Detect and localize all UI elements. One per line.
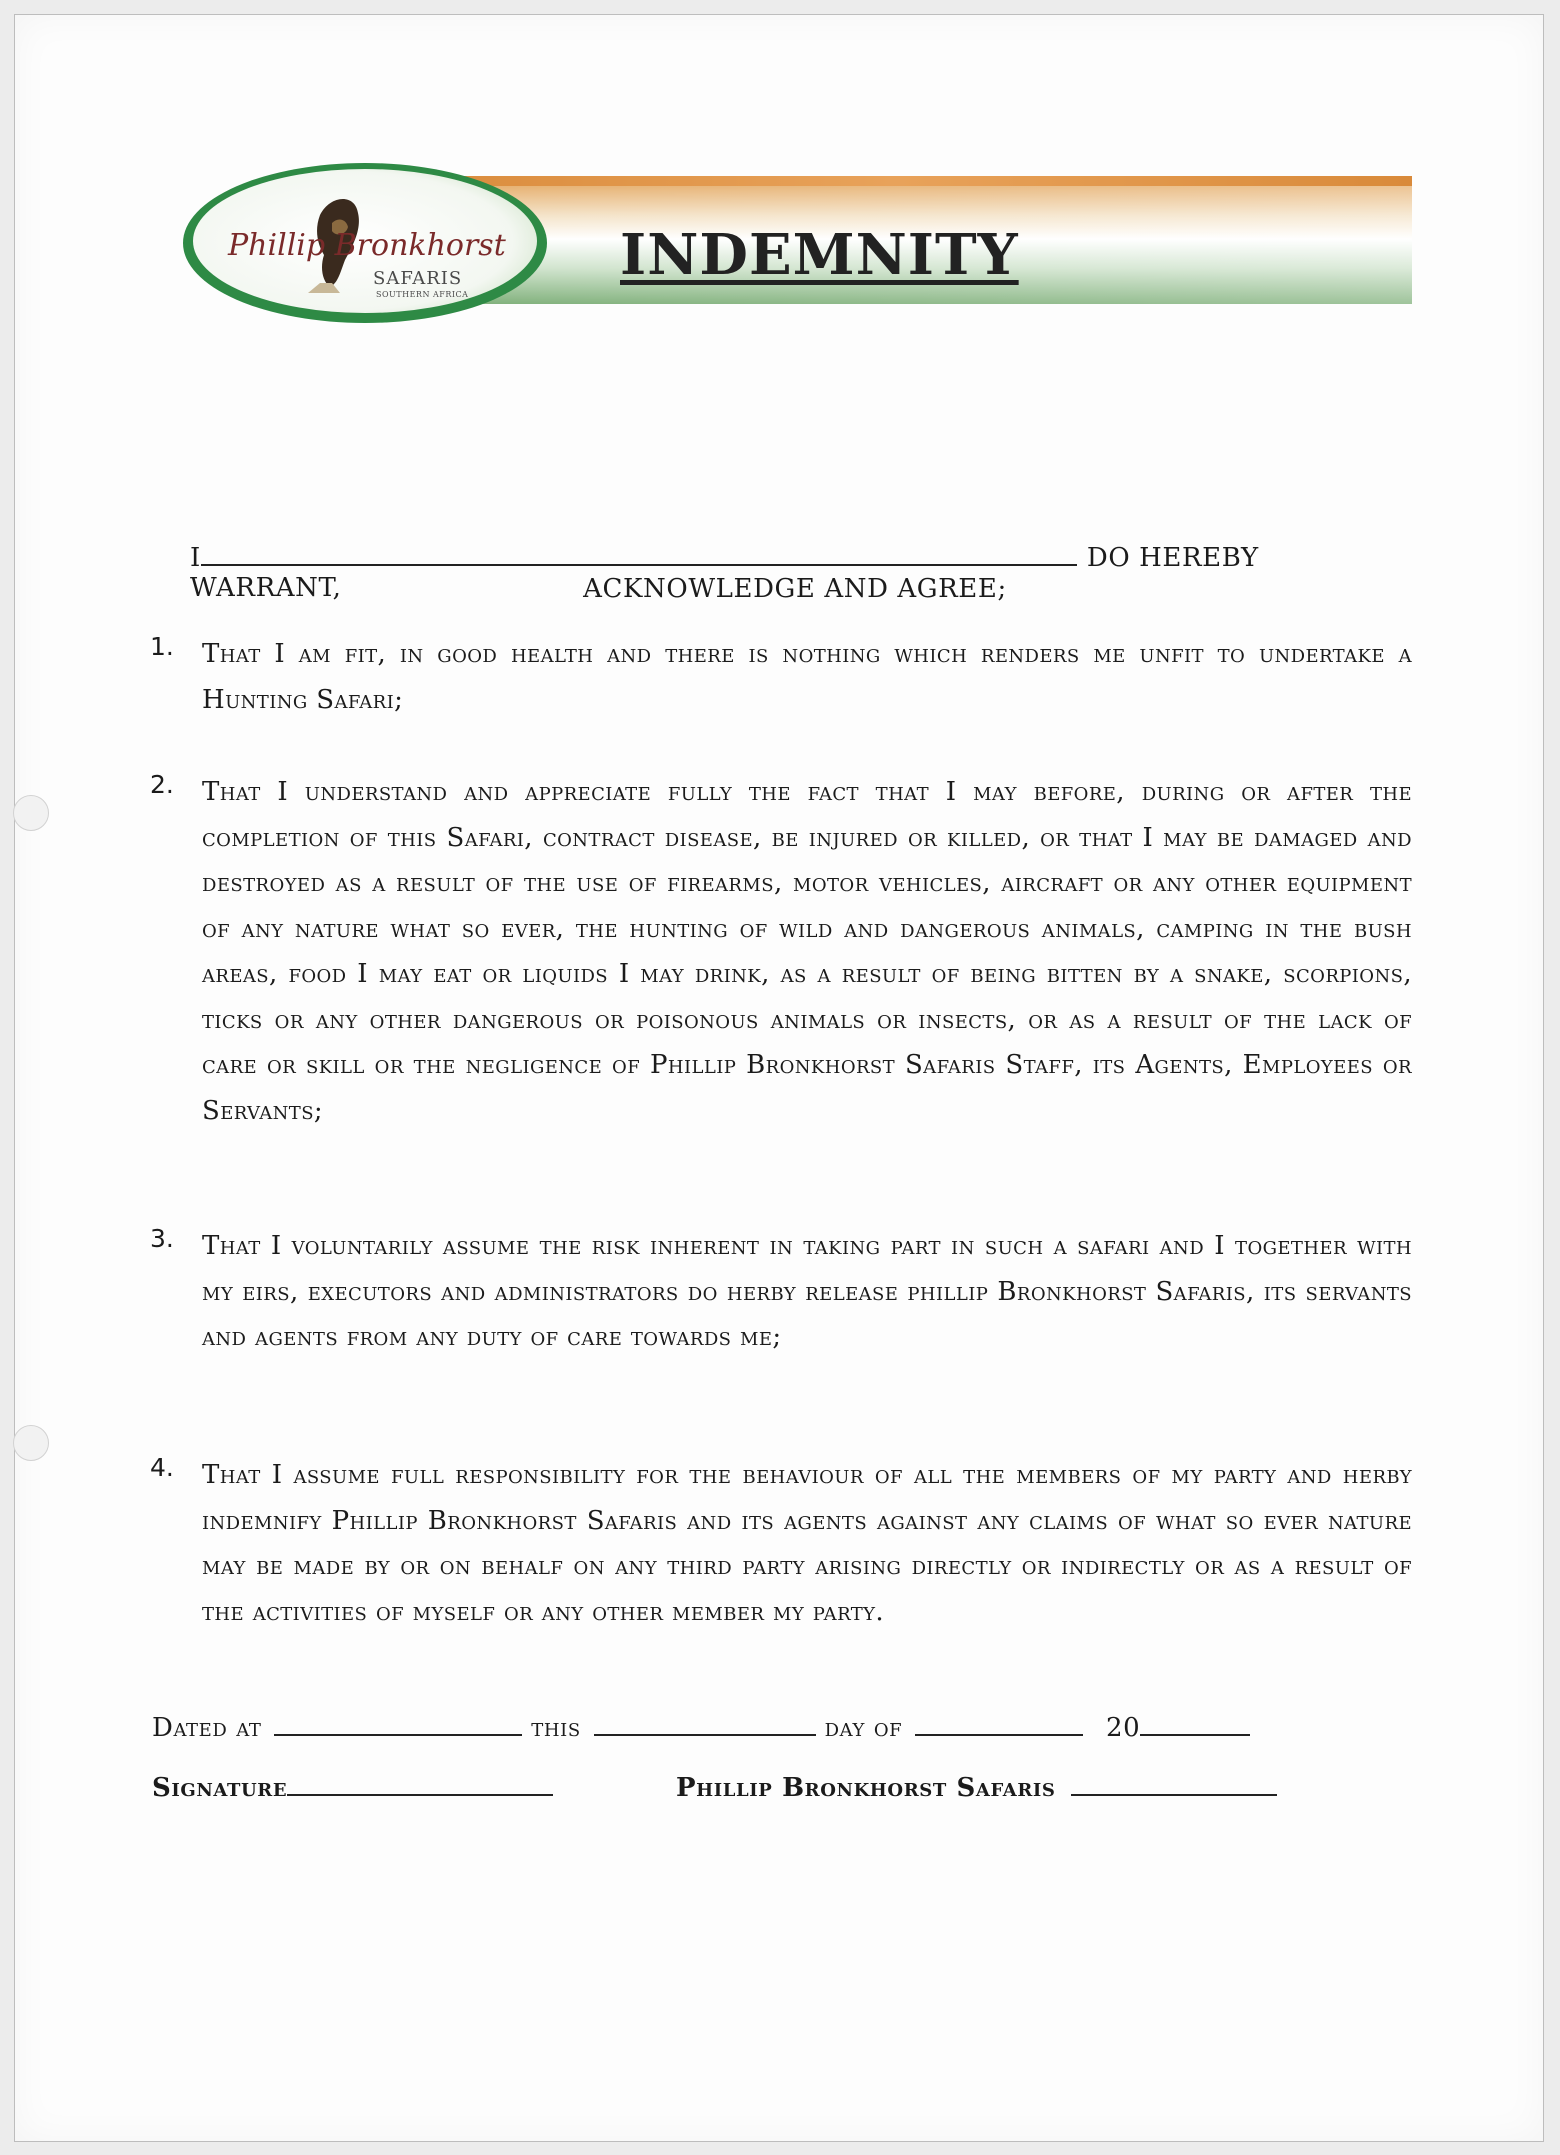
company-signature-line	[676, 1770, 1277, 1803]
page-title: INDEMNITY	[620, 222, 1019, 288]
logo-safaris-text: SAFARIS	[373, 268, 463, 289]
punch-hole	[13, 1425, 49, 1461]
signature-field[interactable]	[287, 1770, 553, 1796]
logo-name-text: Phillip Bronkhorst	[228, 228, 506, 263]
year-prefix: 20	[1106, 1713, 1141, 1743]
year-field[interactable]	[1140, 1710, 1250, 1736]
clause-text: That I assume full responsibility for the behaviour of all the members of my party and herby indemnify Phillip Bronkhorst Safaris and its agents against any claims of what so ever nature may be made by or on behalf on any third party arising directly or indirectly or as a result of the activities of myself or any other member my party.	[202, 1460, 1412, 1627]
dated-line	[152, 1710, 1412, 1743]
intro-prefix: I	[190, 543, 201, 573]
clause-text: That I voluntarily assume the risk inherent in taking part in such a safari and I together with my eirs, executors and administrators do herby release phillip Bronkhorst Safaris, its servants and agents from any duty of care towards me;	[202, 1231, 1412, 1352]
logo-region-text: SOUTHERN AFRICA	[376, 290, 469, 299]
intro-suffix: DO HEREBY WARRANT,	[190, 543, 1259, 603]
signature-line	[152, 1770, 553, 1803]
company-signature-field[interactable]	[1071, 1770, 1277, 1796]
day-of-label: day of	[824, 1713, 903, 1743]
clause-number: 1.	[150, 632, 174, 661]
signature-label: Signature	[152, 1773, 288, 1803]
clause-number: 3.	[150, 1224, 174, 1253]
clause-number: 4.	[150, 1453, 174, 1482]
company-label: Phillip Bronkhorst Safaris	[676, 1773, 1056, 1803]
month-field[interactable]	[915, 1710, 1083, 1736]
clause-text: That I understand and appreciate fully the fact that I may before, during or after the completion of this Safari, contract disease, be injured or killed, or that I may be damaged and destroyed as a result of the use of firearms, motor vehicles, aircraft or any other equipment of any nature what so ever, the hunting of wild and dangerous animals, camping in the bush areas, food I may eat or liquids I may drink, as a result of being bitten by a snake, scorpions, ticks or any other dangerous or poisonous animals or insects, or as a result of the lack of care or skill or the negligence of Phillip Bronkhorst Safaris Staff, its Agents, Employees or Servants;	[202, 777, 1412, 1126]
name-field[interactable]	[201, 538, 1077, 566]
clause-number: 2.	[150, 770, 174, 799]
punch-hole	[13, 795, 49, 831]
dated-at-field[interactable]	[274, 1710, 522, 1736]
intro-line-2: ACKNOWLEDGE AND AGREE;	[583, 574, 1007, 604]
dated-at-label: Dated at	[152, 1713, 262, 1743]
clause-text: That I am fit, in good health and there is nothing which renders me unfit to undertake a Hunting Safari;	[202, 639, 1412, 715]
this-label: this	[531, 1713, 581, 1743]
day-field[interactable]	[594, 1710, 816, 1736]
